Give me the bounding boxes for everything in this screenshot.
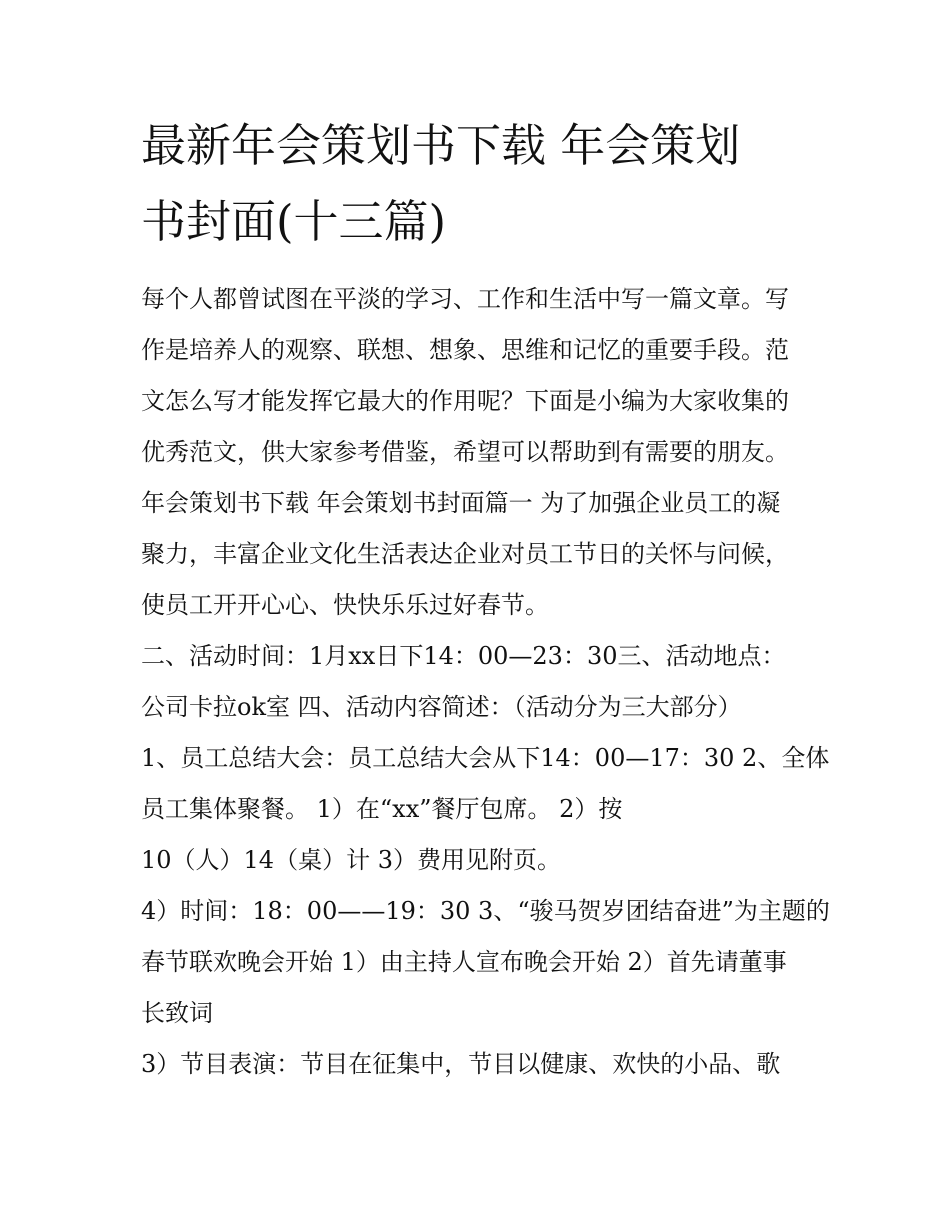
- body-line-1: 每个人都曾试图在平淡的学习、工作和生活中写一篇文章。写: [141, 285, 789, 313]
- body-line-12: 10（人）14（桌）计 3）费用见附页。: [141, 846, 561, 874]
- body-line-9: 公司卡拉ok室 四、活动内容简述：（活动分为三大部分）: [141, 693, 742, 721]
- body-line-15: 长致词: [141, 999, 213, 1027]
- body-line-13: 4）时间：18：00——19：30 3、“骏马贺岁团结奋进”为主题的: [141, 897, 830, 925]
- body-line-11: 员工集体聚餐。 1）在“xx”餐厅包席。 2）按: [141, 795, 623, 823]
- body-line-16: 3）节目表演：节目在征集中，节目以健康、欢快的小品、歌: [141, 1050, 781, 1078]
- body-line-10: 1、员工总结大会：员工总结大会从下14：00—17：30 2、全体: [141, 744, 830, 772]
- body-line-8: 二、活动时间：1月xx日下14：00—23：30三、活动地点：: [141, 642, 786, 670]
- body-line-14: 春节联欢晚会开始 1）由主持人宣布晚会开始 2）首先请董事: [141, 948, 787, 976]
- body-line-6: 聚力，丰富企业文化生活表达企业对员工节日的关怀与问候，: [141, 540, 789, 568]
- body-line-7: 使员工开开心心、快快乐乐过好春节。: [141, 591, 549, 619]
- body-line-2: 作是培养人的观察、联想、想象、思维和记忆的重要手段。范: [141, 336, 789, 364]
- body-line-4: 优秀范文，供大家参考借鉴，希望可以帮助到有需要的朋友。: [141, 438, 789, 466]
- document-title-line-2: 书封面(十三篇): [141, 195, 447, 248]
- body-line-3: 文怎么写才能发挥它最大的作用呢？下面是小编为大家收集的: [141, 387, 789, 415]
- document-title-line-1: 最新年会策划书下载 年会策划: [141, 119, 741, 172]
- body-line-5: 年会策划书下载 年会策划书封面篇一 为了加强企业员工的凝: [141, 489, 781, 517]
